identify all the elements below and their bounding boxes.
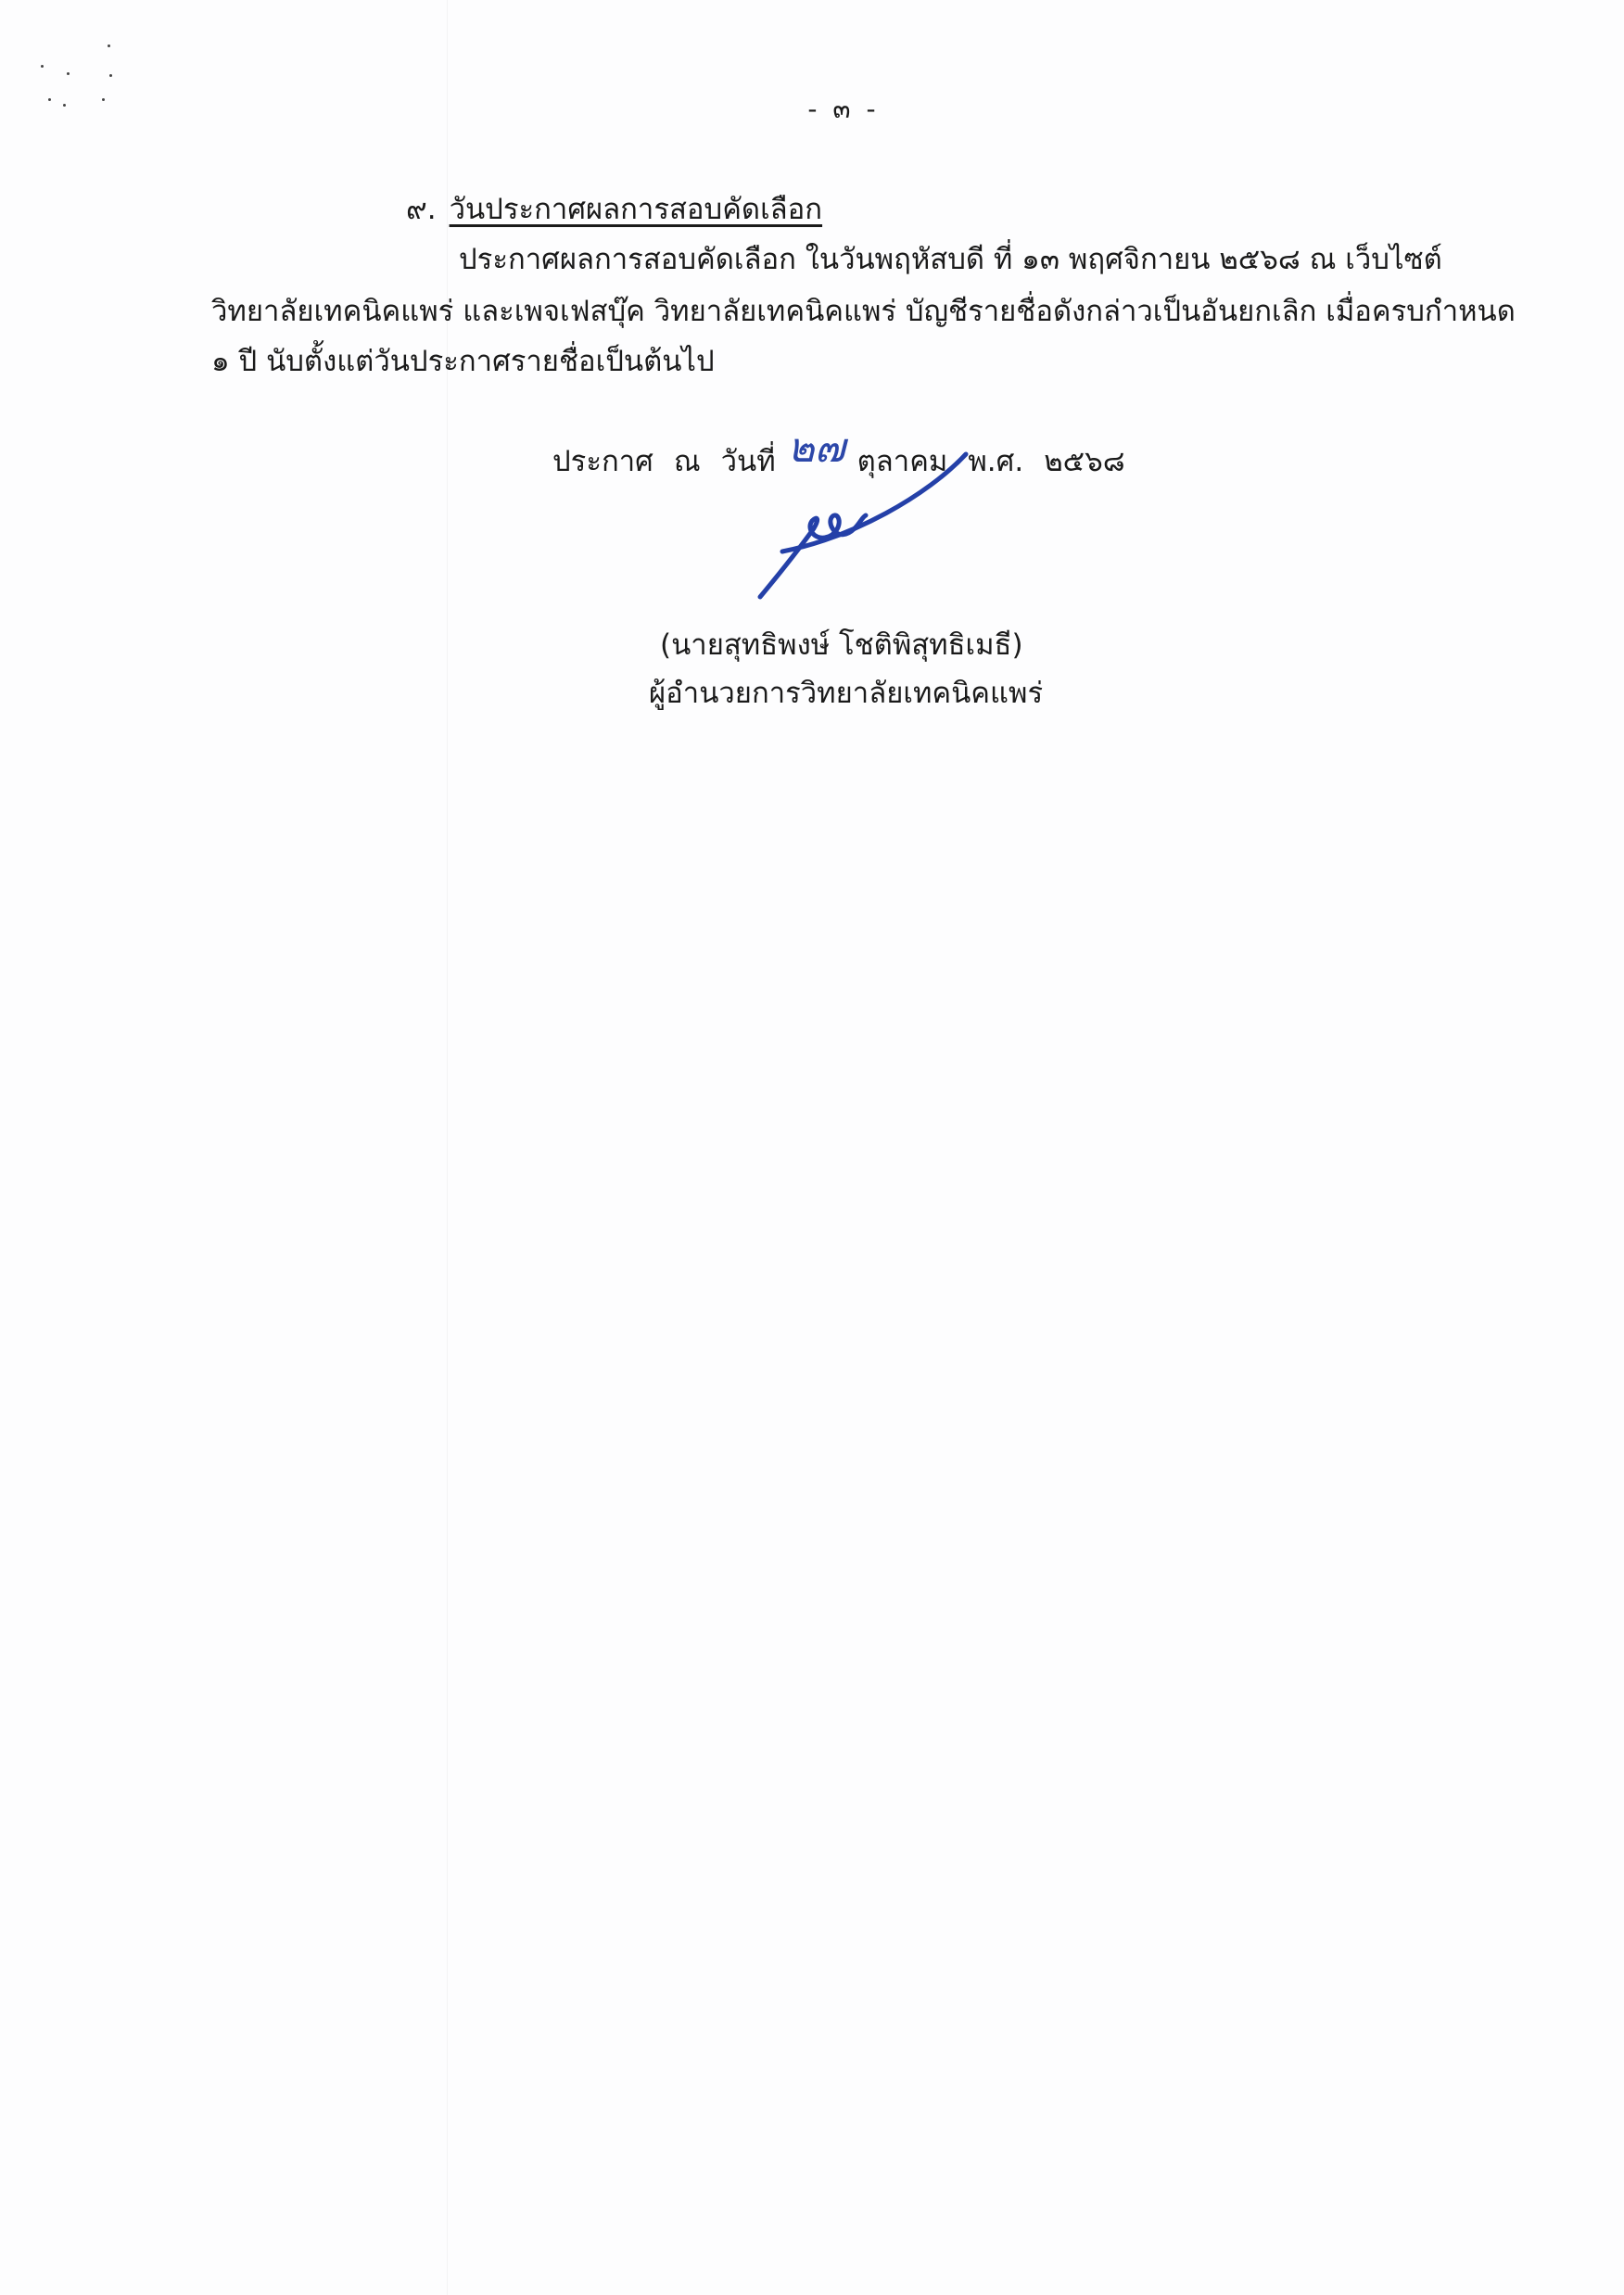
body-line: ๑ ปี นับตั้งแต่วันประกาศรายชื่อเป็นต้นไป xyxy=(211,345,715,378)
signer-position: ผู้อำนวยการวิทยาลัยเทคนิคแพร่ xyxy=(649,677,1044,710)
body-line: วิทยาลัยเทคนิคแพร่ และเพจเฟสบุ๊ค วิทยาลัยเทคนิคแพร่ บัญชีรายชื่อดังกล่าวเป็นอันยกเลิก เมื่อครบกำหนด xyxy=(211,295,1516,328)
section-title: วันประกาศผลการสอบคัดเลือก xyxy=(449,193,823,226)
handwritten-day: ๒๗ xyxy=(787,425,845,472)
signer-name: (นายสุทธิพงษ์ โชติพิสุทธิเมธี) xyxy=(660,628,1023,662)
scan-specks xyxy=(37,37,130,111)
announcement-prefix: ประกาศ xyxy=(552,445,653,478)
body-line: ประกาศผลการสอบคัดเลือก ในวันพฤหัสบดี ที่ ๑๓ พฤศจิกายน ๒๕๖๘ ณ เว็บไซต์ xyxy=(459,243,1442,276)
handwritten-signature xyxy=(742,399,983,612)
announcement-date-label: วันที่ xyxy=(720,445,776,478)
page-number: - ๓ - xyxy=(807,94,880,124)
announcement-year: ๒๕๖๘ xyxy=(1044,445,1125,478)
section-number: ๙. xyxy=(406,193,437,226)
section-heading xyxy=(406,185,822,232)
announcement-month: ตุลาคม xyxy=(856,445,948,478)
announcement-at: ณ xyxy=(673,445,701,478)
announcement-era: พ.ศ. xyxy=(968,445,1024,478)
